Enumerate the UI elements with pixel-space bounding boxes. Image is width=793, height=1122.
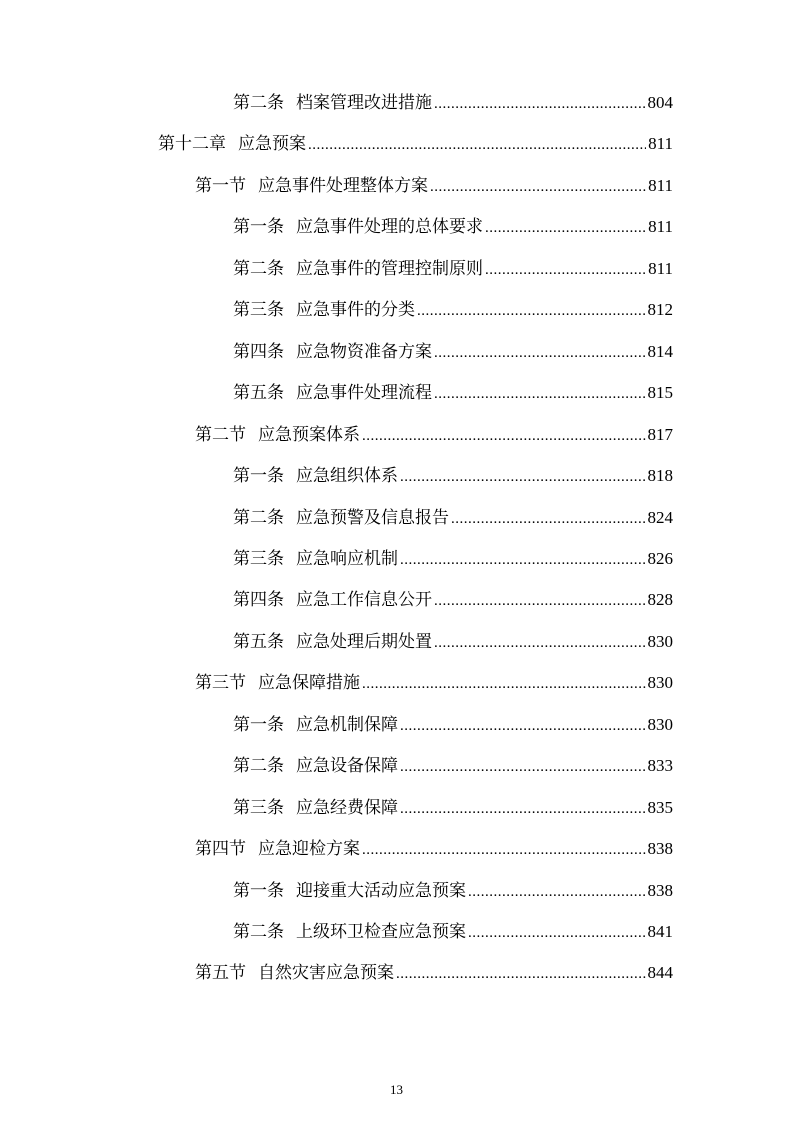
toc-dot-leader xyxy=(400,711,646,741)
toc-dot-leader xyxy=(485,213,646,243)
toc-entry-page: 833 xyxy=(647,756,673,776)
toc-entry-title: 应急事件处理的总体要求 xyxy=(296,217,483,238)
toc-entry[interactable] xyxy=(158,129,673,159)
toc-entry-number: 第四条 xyxy=(233,341,284,361)
toc-dot-leader xyxy=(400,752,646,782)
toc-entry-page: 804 xyxy=(647,93,673,112)
toc-entry-title: 应急处理后期处置 xyxy=(296,631,432,652)
toc-entry-page: 818 xyxy=(647,466,673,486)
toc-entry[interactable] xyxy=(195,834,673,864)
toc-entry-title: 应急事件处理整体方案 xyxy=(258,175,428,196)
toc-entry-page: 844 xyxy=(647,963,673,983)
toc-dot-leader xyxy=(396,959,646,989)
toc-entry-page: 841 xyxy=(647,922,673,941)
toc-entry-number: 第一条 xyxy=(233,714,284,734)
toc-entry-number: 第二条 xyxy=(233,507,284,527)
toc-entry-number: 第四条 xyxy=(233,590,284,610)
toc-entry[interactable] xyxy=(233,378,673,408)
toc-entry-number: 第五条 xyxy=(233,631,284,651)
toc-entry-title: 自然灾害应急预案 xyxy=(258,963,394,984)
toc-entry-number: 第三条 xyxy=(233,300,284,320)
toc-entry-title: 上级环卫检查应急预案 xyxy=(296,922,466,942)
toc-entry-number: 第一节 xyxy=(195,175,246,195)
toc-dot-leader xyxy=(434,586,646,616)
toc-dot-leader xyxy=(468,877,646,907)
toc-dot-leader xyxy=(451,504,646,534)
toc-dot-leader xyxy=(362,835,646,865)
toc-entry-number: 第一条 xyxy=(233,466,284,486)
toc-entry-title: 应急机制保障 xyxy=(296,714,398,735)
toc-entry-page: 830 xyxy=(647,673,673,693)
toc-dot-leader xyxy=(308,130,646,160)
toc-entry[interactable] xyxy=(233,585,673,615)
toc-entry[interactable] xyxy=(233,917,673,947)
toc-entry-page: 824 xyxy=(647,507,673,527)
toc-entry-title: 档案管理改进措施 xyxy=(296,93,432,113)
toc-entry-page: 811 xyxy=(648,217,673,237)
toc-entry-page: 835 xyxy=(647,797,673,817)
toc-entry-title: 应急预警及信息报告 xyxy=(296,507,449,528)
toc-dot-leader xyxy=(434,379,646,409)
toc-entry-page: 830 xyxy=(647,631,673,651)
toc-entry[interactable] xyxy=(233,295,673,325)
toc-entry-page: 838 xyxy=(647,839,673,859)
toc-entry-title: 应急经费保障 xyxy=(296,797,398,818)
toc-dot-leader xyxy=(400,794,646,824)
toc-entry[interactable] xyxy=(233,254,673,284)
toc-dot-leader xyxy=(434,89,646,119)
toc-dot-leader xyxy=(468,918,646,948)
toc-dot-leader xyxy=(430,172,646,202)
toc-entry-number: 第四节 xyxy=(195,839,246,859)
toc-entry-page: 812 xyxy=(647,300,673,320)
toc-entry[interactable] xyxy=(233,461,673,491)
toc-entry-number: 第一条 xyxy=(233,217,284,237)
toc-entry-title: 应急设备保障 xyxy=(296,756,398,777)
toc-entry-page: 826 xyxy=(647,548,673,568)
toc-entry-page: 811 xyxy=(648,134,673,154)
toc-entry[interactable] xyxy=(195,171,673,201)
toc-entry[interactable] xyxy=(233,544,673,574)
toc-entry[interactable] xyxy=(195,958,673,988)
toc-entry-number: 第二条 xyxy=(233,93,284,112)
toc-entry[interactable] xyxy=(233,503,673,533)
toc-entry-page: 828 xyxy=(647,590,673,610)
toc-dot-leader xyxy=(485,255,646,285)
toc-entry-title: 应急工作信息公开 xyxy=(296,590,432,611)
toc-entry-number: 第三条 xyxy=(233,548,284,568)
toc-entry-page: 838 xyxy=(647,880,673,900)
toc-entry[interactable] xyxy=(233,751,673,781)
toc-entry[interactable] xyxy=(233,88,673,118)
toc-entry-page: 830 xyxy=(647,714,673,734)
toc-entry-number: 第十二章 xyxy=(158,134,226,154)
toc-entry-page: 814 xyxy=(647,341,673,361)
toc-entry-number: 第二条 xyxy=(233,922,284,941)
toc-entry[interactable] xyxy=(233,337,673,367)
toc-entry[interactable] xyxy=(233,793,673,823)
toc-entry-title: 应急响应机制 xyxy=(296,548,398,569)
toc-entry-number: 第五节 xyxy=(195,963,246,983)
toc-entry[interactable] xyxy=(233,627,673,657)
toc-entry-title: 应急保障措施 xyxy=(258,673,360,694)
toc-entry[interactable] xyxy=(233,212,673,242)
toc-dot-leader xyxy=(362,421,646,451)
page-number: 13 xyxy=(390,1082,403,1097)
toc-entry-title: 应急迎检方案 xyxy=(258,839,360,860)
toc-entry[interactable] xyxy=(233,876,673,906)
toc-entry-number: 第一条 xyxy=(233,880,284,900)
toc-entry-title: 应急事件处理流程 xyxy=(296,383,432,404)
toc-dot-leader xyxy=(400,545,646,575)
toc-entry-page: 811 xyxy=(648,175,673,195)
toc-entry-title: 迎接重大活动应急预案 xyxy=(296,880,466,901)
toc-dot-leader xyxy=(400,462,646,492)
toc-entry[interactable] xyxy=(195,420,673,450)
toc-dot-leader xyxy=(362,669,646,699)
toc-entry-number: 第三条 xyxy=(233,797,284,817)
toc-entry-title: 应急事件的分类 xyxy=(296,300,415,321)
toc-entry-title: 应急组织体系 xyxy=(296,466,398,487)
toc-entry-title: 应急预案体系 xyxy=(258,424,360,445)
toc-entry-number: 第五条 xyxy=(233,383,284,403)
toc-entry-title: 应急物资准备方案 xyxy=(296,341,432,362)
toc-entry[interactable] xyxy=(195,668,673,698)
toc-entry-number: 第三节 xyxy=(195,673,246,693)
toc-entry-title: 应急预案 xyxy=(238,134,306,155)
toc-entry-title: 应急事件的管理控制原则 xyxy=(296,258,483,279)
toc-dot-leader xyxy=(417,296,646,326)
toc-entry-page: 815 xyxy=(647,383,673,403)
toc-entry-number: 第二节 xyxy=(195,424,246,444)
toc-entry-page: 811 xyxy=(648,258,673,278)
toc-entry-number: 第二条 xyxy=(233,258,284,278)
toc-entry-page: 817 xyxy=(647,424,673,444)
toc-entry[interactable] xyxy=(233,710,673,740)
toc-entry-number: 第二条 xyxy=(233,756,284,776)
toc-dot-leader xyxy=(434,628,646,658)
toc-dot-leader xyxy=(434,338,646,368)
